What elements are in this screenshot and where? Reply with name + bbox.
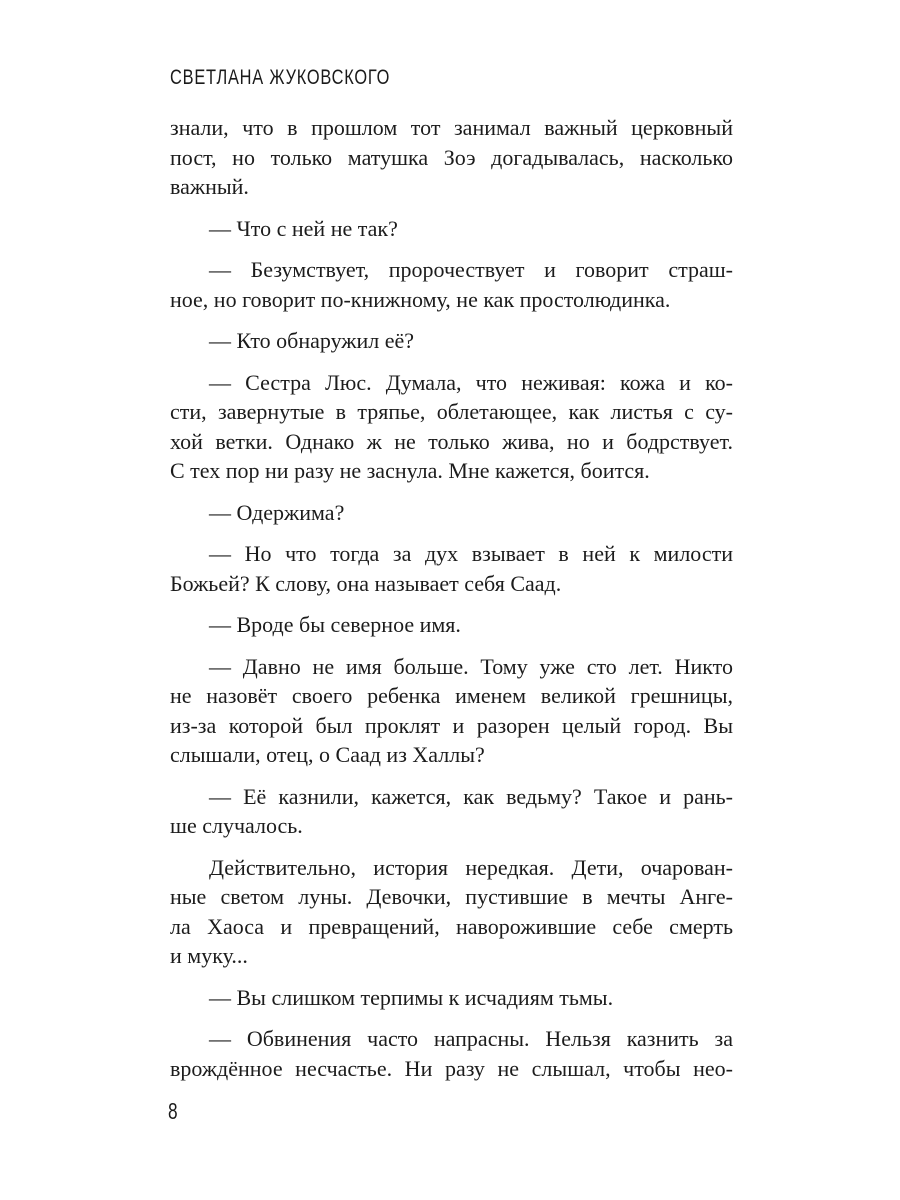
paragraph <box>170 539 733 598</box>
paragraph <box>170 983 733 1013</box>
paragraph <box>170 113 733 202</box>
text-line: врождённое несчастье. Ни разу не слышал, чтобы нео- <box>170 1055 733 1081</box>
paragraph <box>170 368 733 486</box>
running-header: СВЕТЛАНА ЖУКОВСКОГО <box>170 66 391 89</box>
text-line: — Вы слишком терпимы к исчадиям тьмы. <box>209 984 614 1010</box>
text-line: — Обвинения часто напрасны. Нельзя казнить за <box>209 1026 733 1051</box>
paragraph <box>170 652 733 770</box>
text-line: из-за которой был проклят и разорен целый город. Вы <box>170 712 733 738</box>
text-line: — Что с ней не так? <box>209 215 398 241</box>
paragraph <box>170 255 733 314</box>
text-line: ла Хаоса и превращений, наворожившие себе смерть <box>170 913 733 939</box>
text-line: ные светом луны. Девочки, пустившие в мечты Анге- <box>170 884 733 909</box>
paragraph <box>170 498 733 528</box>
text-line: Действительно, история нередкая. Дети, очарован- <box>209 854 733 880</box>
text-line: — Но что тогда за дух взывает в ней к милости <box>209 541 733 566</box>
text-line: Божьей? К слову, она называет себя Саад. <box>170 570 562 596</box>
text-line: — Вроде бы северное имя. <box>209 612 461 637</box>
text-line: — Её казнили, кажется, как ведьму? Такое и рань- <box>209 783 733 809</box>
text-line: — Давно не имя больше. Тому уже сто лет. Никто <box>209 653 733 679</box>
text-line: знали, что в прошлом тот занимал важный церковный <box>170 115 733 140</box>
text-line: не назовёт своего ребенка именем великой грешницы, <box>170 683 733 708</box>
paragraph <box>170 610 733 640</box>
paragraph <box>170 1024 733 1083</box>
text-line: — Сестра Люс. Думала, что неживая: кожа и ко- <box>209 369 733 395</box>
page-number: 8 <box>168 1098 178 1124</box>
paragraph <box>170 782 733 841</box>
text-line: и муку... <box>170 943 248 968</box>
text-line: хой ветки. Однако ж не только жива, но и бодрствует. <box>170 428 733 454</box>
text-line: ное, но говорит по-книжному, не как простолюдинка. <box>170 286 671 312</box>
paragraph <box>170 853 733 971</box>
text-line: С тех пор ни разу не заснула. Мне кажется, боится. <box>170 458 650 483</box>
text-line: сти, завернутые в тряпье, облетающее, как листья с су- <box>170 399 733 424</box>
body-text <box>170 113 733 1083</box>
text-line: — Безумствует, пророчествует и говорит страш- <box>209 257 733 282</box>
text-line: ше случалось. <box>170 813 303 838</box>
text-line: — Кто обнаружил её? <box>209 328 415 353</box>
text-line: слышали, отец, о Саад из Халлы? <box>170 742 485 767</box>
text-line: — Одержима? <box>209 499 345 525</box>
text-line: пост, но только матушка Зоэ догадывалась, насколько <box>170 144 733 170</box>
paragraph <box>170 326 733 356</box>
text-line: важный. <box>170 174 249 199</box>
paragraph <box>170 214 733 244</box>
